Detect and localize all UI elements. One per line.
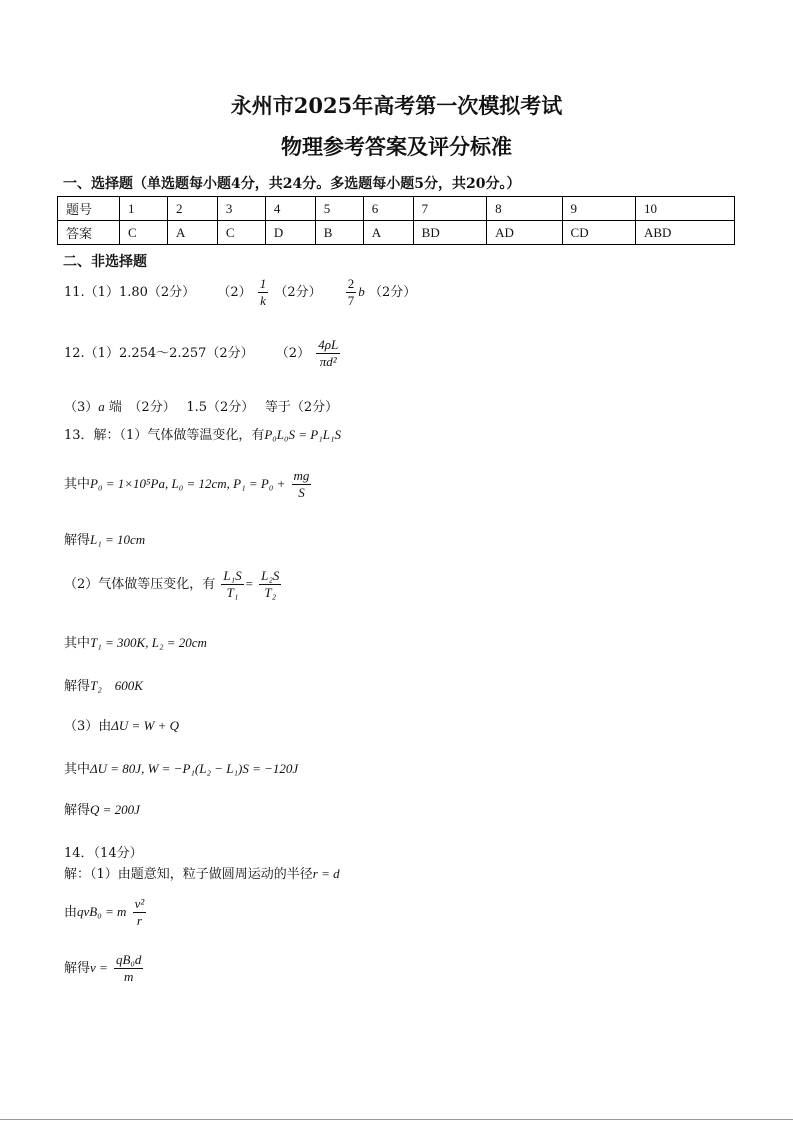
q13-equation: P₀ = 1×10⁵Pa, L₀ = 12cm, P₁ = P₀ + bbox=[90, 476, 286, 491]
table-cell: B bbox=[315, 221, 363, 245]
q13-equation: ΔU = W + Q bbox=[111, 718, 180, 733]
table-cell: C bbox=[120, 221, 168, 245]
fraction-numerator: 1 bbox=[259, 276, 267, 291]
q13-text: 其中 bbox=[64, 762, 91, 777]
table-cell: 2 bbox=[167, 197, 217, 221]
q11-line bbox=[64, 276, 416, 309]
table-cell: AD bbox=[487, 221, 562, 245]
q12-line-1 bbox=[64, 337, 342, 370]
q13-equation: T₂ 600K bbox=[90, 678, 143, 693]
q13-line-3 bbox=[64, 529, 145, 548]
q12-part2-label: （2） bbox=[275, 346, 311, 361]
q12-part3-label: （3） bbox=[64, 400, 99, 415]
q13-fraction-mg-over-s bbox=[292, 468, 312, 501]
q14-line-3 bbox=[64, 896, 148, 929]
q12-part3-rest: 端 （2分） 1.5（2分） 等于（2分） bbox=[108, 400, 339, 415]
table-cell: A bbox=[363, 221, 413, 245]
q13-equation: ΔU = 80J, W = −P₁(L₂ − L₁)S = −120J bbox=[90, 761, 299, 776]
section-heading-choice: 一、选择题（单选题每小题4分，共24分。多选题每小题5分，共20分。） bbox=[63, 176, 521, 192]
q13-text: 其中 bbox=[64, 477, 91, 492]
q14-equation: r = d bbox=[312, 866, 340, 881]
section-heading-nonchoice: 二、非选择题 bbox=[63, 254, 147, 270]
table-cell: CD bbox=[562, 221, 635, 245]
q13-line-5 bbox=[64, 632, 207, 651]
q13-line-7 bbox=[64, 715, 179, 734]
table-cell: ABD bbox=[635, 221, 734, 245]
q12-var-a: a bbox=[98, 399, 105, 414]
q11-part2-label: （2） bbox=[217, 285, 252, 300]
q13-equation: T₁ = 300K, L₂ = 20cm bbox=[90, 635, 207, 650]
q11-part1: 11.（1）1.80（2分） bbox=[64, 285, 196, 300]
table-header-cell: 答案 bbox=[58, 221, 120, 245]
q13-line-8 bbox=[64, 758, 298, 777]
q13-fraction-l2s-over-t2 bbox=[259, 568, 281, 601]
table-header-cell: 题号 bbox=[58, 197, 120, 221]
q13-text: 解得 bbox=[64, 803, 91, 818]
q13-fraction-l1s-over-t1 bbox=[221, 568, 243, 601]
q13-text: 其中 bbox=[64, 636, 91, 651]
table-cell: D bbox=[265, 221, 315, 245]
fraction-denominator: 7 bbox=[347, 293, 355, 308]
q14-fraction-velocity bbox=[114, 952, 143, 985]
table-cell: A bbox=[167, 221, 217, 245]
fraction-denominator: r bbox=[133, 912, 147, 929]
q14-line-1 bbox=[64, 842, 143, 861]
fraction-numerator: v² bbox=[134, 896, 145, 911]
q13-equation: Q = 200J bbox=[90, 802, 140, 817]
fraction-denominator: T₂ bbox=[259, 584, 281, 601]
q12-line-2 bbox=[64, 396, 338, 415]
q13-text: 解得 bbox=[64, 533, 91, 548]
q11-fraction-1-over-k bbox=[258, 276, 269, 309]
q14-equation: v = bbox=[90, 960, 108, 975]
fraction-denominator: πd² bbox=[316, 353, 340, 370]
q12-fraction-resistivity bbox=[316, 337, 340, 370]
q13-line-1 bbox=[64, 424, 341, 443]
q14-fraction-v2-over-r bbox=[133, 896, 147, 929]
table-cell: C bbox=[217, 221, 265, 245]
table-cell: 7 bbox=[413, 197, 486, 221]
fraction-numerator: mg bbox=[293, 468, 310, 483]
table-cell: 3 bbox=[217, 197, 265, 221]
table-cell: 8 bbox=[487, 197, 562, 221]
table-cell: 4 bbox=[265, 197, 315, 221]
table-cell: 1 bbox=[120, 197, 168, 221]
equals-sign: = bbox=[245, 576, 254, 591]
q14-text: 解得 bbox=[64, 961, 91, 976]
table-cell: 6 bbox=[363, 197, 413, 221]
fraction-numerator: qB₀d bbox=[115, 952, 142, 967]
table-cell: BD bbox=[413, 221, 486, 245]
q13-text: 解得 bbox=[64, 679, 91, 694]
q14-text: 解：（1）由题意知，粒子做圆周运动的半径 bbox=[64, 867, 313, 882]
q14-heading: 14．（14分） bbox=[64, 846, 143, 861]
table-cell: 9 bbox=[562, 197, 635, 221]
fraction-numerator: L₂S bbox=[261, 568, 280, 583]
fraction-denominator: k bbox=[258, 292, 269, 309]
q13-line-6 bbox=[64, 675, 143, 694]
answer-table bbox=[57, 196, 735, 245]
page-title: 永州市2025年高考第一次模拟考试 bbox=[230, 93, 563, 118]
q13-line-2 bbox=[64, 468, 313, 501]
q13-text: （2）气体做等压变化，有 bbox=[64, 577, 216, 592]
q13-text: （3）由 bbox=[64, 719, 112, 734]
q11-var-b: b bbox=[358, 284, 365, 299]
fraction-denominator: m bbox=[114, 968, 143, 985]
q11-part2-score: （2分） bbox=[274, 285, 322, 300]
fraction-denominator: T₁ bbox=[221, 584, 243, 601]
table-row bbox=[58, 197, 735, 221]
q13-equation: L₁ = 10cm bbox=[90, 532, 146, 547]
table-row bbox=[58, 221, 735, 245]
q14-equation: qvB₀ = m bbox=[77, 904, 127, 919]
page-bottom-divider bbox=[0, 1119, 793, 1120]
q14-line-2 bbox=[64, 863, 340, 882]
q13-text: 13．解：（1）气体做等温变化，有 bbox=[64, 428, 265, 443]
fraction-numerator: 2 bbox=[347, 276, 355, 291]
page-subtitle: 物理参考答案及评分标准 bbox=[281, 134, 512, 159]
fraction-numerator: L₁S bbox=[223, 568, 242, 583]
q14-text: 由 bbox=[64, 905, 78, 920]
q11-fraction-2-over-7 bbox=[346, 276, 357, 309]
q13-equation: P₀L₀S = P₁L₁S bbox=[264, 427, 342, 442]
table-cell: 5 bbox=[315, 197, 363, 221]
q12-part1: 12.（1）2.254～2.257（2分） bbox=[64, 346, 254, 361]
q11-part3-score: （2分） bbox=[368, 285, 417, 300]
q14-line-4 bbox=[64, 952, 145, 985]
q13-line-9 bbox=[64, 799, 140, 818]
fraction-numerator: 4ρL bbox=[318, 337, 339, 352]
q13-line-4 bbox=[64, 568, 283, 601]
fraction-denominator: S bbox=[292, 484, 312, 501]
table-cell: 10 bbox=[635, 197, 734, 221]
